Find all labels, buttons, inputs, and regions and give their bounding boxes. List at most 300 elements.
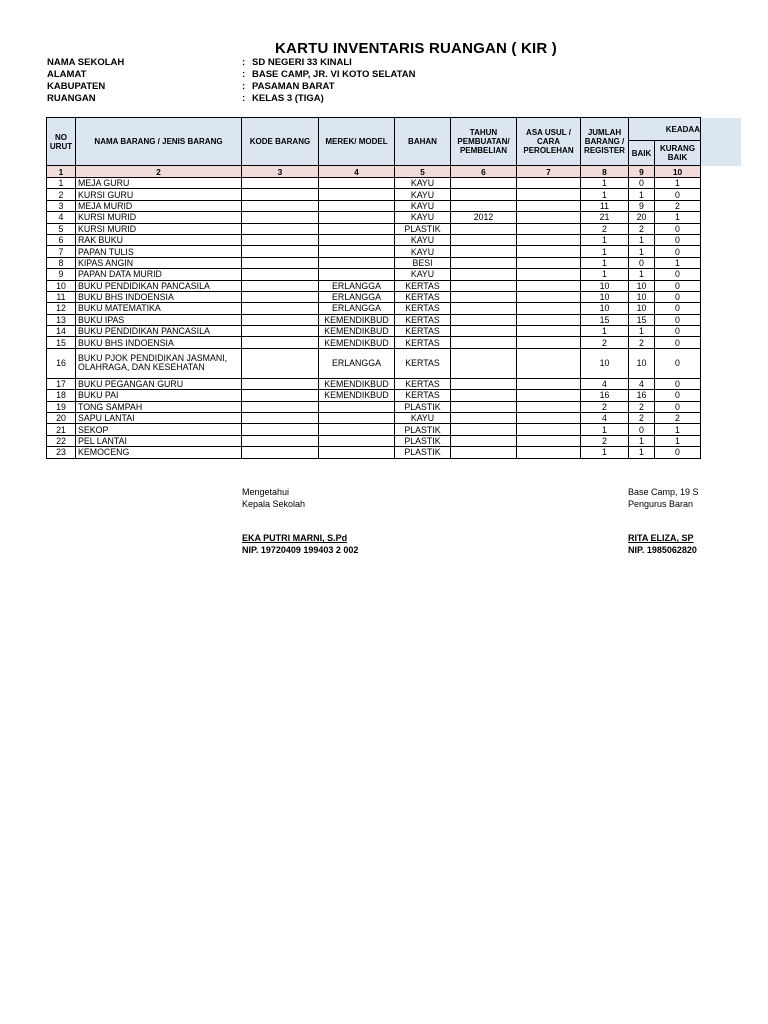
cell-nama-barang: MEJA GURU — [76, 178, 242, 189]
cell-tahun — [451, 326, 517, 337]
cell-nama-barang: SAPU LANTAI — [76, 413, 242, 424]
cell-bahan: KAYU — [395, 413, 451, 424]
cell-nama-barang: PAPAN DATA MURID — [76, 269, 242, 280]
row-overflow-pad — [701, 212, 741, 223]
row-overflow-pad — [701, 378, 741, 389]
cell-nama-barang: KIPAS ANGIN — [76, 257, 242, 268]
cell-tahun: 2012 — [451, 212, 517, 223]
cell-kurang-baik: 0 — [655, 401, 701, 412]
cell-asal-usul — [517, 257, 581, 268]
cell-tahun — [451, 223, 517, 234]
cell-asal-usul — [517, 401, 581, 412]
cell-no: 1 — [47, 178, 76, 189]
cell-kurang-baik: 0 — [655, 280, 701, 291]
table-row — [47, 390, 741, 401]
cell-nama-barang: BUKU BHS INDOENSIA — [76, 291, 242, 302]
cell-kurang-baik: 0 — [655, 246, 701, 257]
cell-asal-usul — [517, 269, 581, 280]
cell-nama-barang: BUKU BHS INDOENSIA — [76, 337, 242, 348]
table-row — [47, 257, 741, 268]
cell-jumlah: 10 — [581, 348, 629, 378]
table-row — [47, 314, 741, 325]
cell-baik: 2 — [629, 413, 655, 424]
table-row — [47, 234, 741, 245]
cell-jumlah: 15 — [581, 314, 629, 325]
header-kode-barang: KODE BARANG — [242, 118, 319, 166]
cell-tahun — [451, 257, 517, 268]
cell-merek — [319, 257, 395, 268]
cell-merek: ERLANGGA — [319, 303, 395, 314]
cell-baik: 1 — [629, 234, 655, 245]
info-colon: : — [242, 93, 246, 104]
cell-kode-barang — [242, 435, 319, 446]
table-row — [47, 178, 741, 189]
row-overflow-pad — [701, 401, 741, 412]
cell-kurang-baik: 0 — [655, 303, 701, 314]
column-number-overflow — [701, 166, 741, 178]
cell-merek — [319, 269, 395, 280]
cell-tahun — [451, 269, 517, 280]
cell-tahun — [451, 348, 517, 378]
cell-no: 16 — [47, 348, 76, 378]
cell-bahan: KERTAS — [395, 348, 451, 378]
cell-baik: 15 — [629, 314, 655, 325]
cell-tahun — [451, 314, 517, 325]
cell-asal-usul — [517, 348, 581, 378]
cell-baik: 1 — [629, 189, 655, 200]
table-row — [47, 223, 741, 234]
info-colon: : — [242, 81, 246, 92]
row-overflow-pad — [701, 189, 741, 200]
cell-jumlah: 1 — [581, 178, 629, 189]
cell-bahan: KERTAS — [395, 337, 451, 348]
cell-asal-usul — [517, 234, 581, 245]
cell-merek — [319, 246, 395, 257]
cell-bahan: PLASTIK — [395, 447, 451, 458]
cell-no: 10 — [47, 280, 76, 291]
table-row — [47, 189, 741, 200]
cell-merek: KEMENDIKBUD — [319, 326, 395, 337]
info-label: RUANGAN — [47, 93, 96, 104]
cell-baik: 0 — [629, 424, 655, 435]
cell-kurang-baik: 0 — [655, 447, 701, 458]
cell-kode-barang — [242, 314, 319, 325]
cell-kode-barang — [242, 234, 319, 245]
cell-bahan: PLASTIK — [395, 435, 451, 446]
cell-no: 22 — [47, 435, 76, 446]
cell-nama-barang: BUKU PEGANGAN GURU — [76, 378, 242, 389]
cell-baik: 16 — [629, 390, 655, 401]
cell-no: 20 — [47, 413, 76, 424]
cell-baik: 1 — [629, 326, 655, 337]
cell-tahun — [451, 401, 517, 412]
cell-kode-barang — [242, 178, 319, 189]
row-overflow-pad — [701, 303, 741, 314]
cell-asal-usul — [517, 390, 581, 401]
cell-no: 6 — [47, 234, 76, 245]
cell-merek — [319, 401, 395, 412]
cell-kurang-baik: 0 — [655, 223, 701, 234]
signature-right-line2: Pengurus Baran — [628, 499, 694, 509]
cell-merek: ERLANGGA — [319, 280, 395, 291]
cell-jumlah: 2 — [581, 223, 629, 234]
table-row — [47, 200, 741, 211]
cell-baik: 1 — [629, 447, 655, 458]
cell-kurang-baik: 0 — [655, 390, 701, 401]
cell-tahun — [451, 413, 517, 424]
cell-kode-barang — [242, 212, 319, 223]
cell-tahun — [451, 246, 517, 257]
column-number: 9 — [629, 166, 655, 178]
header-jumlah: JUMLAH BARANG / REGISTER — [581, 118, 629, 166]
cell-baik: 10 — [629, 348, 655, 378]
cell-bahan: KAYU — [395, 234, 451, 245]
signature-left-line2: Kepala Sekolah — [242, 499, 306, 509]
row-overflow-pad — [701, 413, 741, 424]
page-title: KARTU INVENTARIS RUANGAN ( KIR ) — [275, 40, 557, 57]
inventory-table — [46, 117, 741, 459]
cell-bahan: KERTAS — [395, 314, 451, 325]
info-label: NAMA SEKOLAH — [47, 57, 125, 68]
cell-nama-barang: SEKOP — [76, 424, 242, 435]
signature-left-nip: NIP. 19720409 199403 2 002 — [242, 545, 359, 555]
cell-bahan: KERTAS — [395, 326, 451, 337]
cell-nama-barang: PAPAN TULIS — [76, 246, 242, 257]
header-kurang-baik: KURANG BAIK — [655, 141, 701, 166]
cell-tahun — [451, 378, 517, 389]
row-overflow-pad — [701, 200, 741, 211]
cell-kode-barang — [242, 303, 319, 314]
header-merek-model: MEREK/ MODEL — [319, 118, 395, 166]
cell-bahan: BESI — [395, 257, 451, 268]
cell-bahan: KAYU — [395, 269, 451, 280]
column-number: 6 — [451, 166, 517, 178]
cell-kode-barang — [242, 447, 319, 458]
cell-asal-usul — [517, 435, 581, 446]
cell-jumlah: 1 — [581, 447, 629, 458]
row-overflow-pad — [701, 326, 741, 337]
cell-kurang-baik: 1 — [655, 424, 701, 435]
cell-asal-usul — [517, 303, 581, 314]
cell-nama-barang: BUKU IPAS — [76, 314, 242, 325]
cell-kurang-baik: 1 — [655, 212, 701, 223]
cell-no: 4 — [47, 212, 76, 223]
cell-asal-usul — [517, 337, 581, 348]
cell-merek — [319, 424, 395, 435]
table-row — [47, 291, 741, 302]
signature-left — [242, 487, 358, 555]
cell-jumlah: 1 — [581, 234, 629, 245]
cell-asal-usul — [517, 413, 581, 424]
cell-tahun — [451, 200, 517, 211]
cell-nama-barang: KURSI MURID — [76, 212, 242, 223]
info-value: KELAS 3 (TIGA) — [252, 93, 324, 104]
column-number: 4 — [319, 166, 395, 178]
cell-jumlah: 1 — [581, 424, 629, 435]
cell-asal-usul — [517, 223, 581, 234]
cell-tahun — [451, 337, 517, 348]
cell-merek — [319, 189, 395, 200]
cell-jumlah: 16 — [581, 390, 629, 401]
cell-no: 21 — [47, 424, 76, 435]
cell-bahan: KERTAS — [395, 291, 451, 302]
cell-kode-barang — [242, 424, 319, 435]
cell-no: 9 — [47, 269, 76, 280]
cell-merek: KEMENDIKBUD — [319, 337, 395, 348]
cell-kode-barang — [242, 326, 319, 337]
cell-kode-barang — [242, 401, 319, 412]
cell-kurang-baik: 0 — [655, 234, 701, 245]
cell-tahun — [451, 390, 517, 401]
cell-kurang-baik: 0 — [655, 348, 701, 378]
cell-nama-barang: RAK BUKU — [76, 234, 242, 245]
cell-asal-usul — [517, 314, 581, 325]
cell-kurang-baik: 0 — [655, 269, 701, 280]
cell-tahun — [451, 424, 517, 435]
row-overflow-pad — [701, 223, 741, 234]
cell-nama-barang: BUKU MATEMATIKA — [76, 303, 242, 314]
cell-jumlah: 10 — [581, 280, 629, 291]
cell-kode-barang — [242, 246, 319, 257]
cell-bahan: KAYU — [395, 212, 451, 223]
cell-baik: 2 — [629, 223, 655, 234]
cell-kurang-baik: 0 — [655, 326, 701, 337]
cell-no: 19 — [47, 401, 76, 412]
cell-bahan: KAYU — [395, 246, 451, 257]
cell-no: 5 — [47, 223, 76, 234]
cell-kode-barang — [242, 291, 319, 302]
info-label: KABUPATEN — [47, 81, 106, 92]
cell-kurang-baik: 0 — [655, 314, 701, 325]
cell-nama-barang: KURSI MURID — [76, 223, 242, 234]
row-overflow-pad — [701, 257, 741, 268]
cell-kurang-baik: 2 — [655, 200, 701, 211]
cell-jumlah: 1 — [581, 257, 629, 268]
row-overflow-pad — [701, 447, 741, 458]
table-row — [47, 401, 741, 412]
cell-asal-usul — [517, 212, 581, 223]
cell-no: 8 — [47, 257, 76, 268]
cell-kurang-baik: 0 — [655, 189, 701, 200]
cell-kurang-baik: 1 — [655, 178, 701, 189]
cell-asal-usul — [517, 447, 581, 458]
cell-baik: 2 — [629, 401, 655, 412]
cell-asal-usul — [517, 378, 581, 389]
header-bahan: BAHAN — [395, 118, 451, 166]
cell-jumlah: 4 — [581, 413, 629, 424]
info-colon: : — [242, 69, 246, 80]
cell-merek — [319, 200, 395, 211]
cell-jumlah: 2 — [581, 435, 629, 446]
cell-merek — [319, 223, 395, 234]
cell-no: 12 — [47, 303, 76, 314]
cell-asal-usul — [517, 189, 581, 200]
cell-nama-barang: BUKU PAI — [76, 390, 242, 401]
cell-tahun — [451, 189, 517, 200]
cell-no: 18 — [47, 390, 76, 401]
column-number: 10 — [655, 166, 701, 178]
cell-baik: 9 — [629, 200, 655, 211]
table-row — [47, 378, 741, 389]
cell-jumlah: 1 — [581, 189, 629, 200]
header-keadaan: KEADAA — [629, 118, 701, 141]
cell-nama-barang: PEL LANTAI — [76, 435, 242, 446]
column-number: 8 — [581, 166, 629, 178]
cell-nama-barang: BUKU PJOK PENDIDIKAN JASMANI, OLAHRAGA, DAN KESEHATAN — [76, 348, 242, 378]
table-row — [47, 435, 741, 446]
table-row — [47, 413, 741, 424]
cell-kode-barang — [242, 189, 319, 200]
column-number: 3 — [242, 166, 319, 178]
cell-baik: 4 — [629, 378, 655, 389]
cell-no: 23 — [47, 447, 76, 458]
cell-kode-barang — [242, 223, 319, 234]
cell-no: 14 — [47, 326, 76, 337]
cell-asal-usul — [517, 424, 581, 435]
table-row — [47, 348, 741, 378]
row-overflow-pad — [701, 435, 741, 446]
cell-tahun — [451, 178, 517, 189]
header-asal-usul: ASA USUL / CARA PEROLEHAN — [517, 118, 581, 166]
cell-kurang-baik: 1 — [655, 257, 701, 268]
cell-tahun — [451, 291, 517, 302]
cell-tahun — [451, 447, 517, 458]
cell-merek: KEMENDIKBUD — [319, 378, 395, 389]
table-row — [47, 212, 741, 223]
cell-baik: 0 — [629, 178, 655, 189]
row-overflow-pad — [701, 280, 741, 291]
cell-kode-barang — [242, 337, 319, 348]
row-overflow-pad — [701, 390, 741, 401]
cell-kurang-baik: 0 — [655, 378, 701, 389]
cell-merek — [319, 234, 395, 245]
header-baik: BAIK — [629, 141, 655, 166]
cell-no: 17 — [47, 378, 76, 389]
cell-merek — [319, 413, 395, 424]
signature-right-line1: Base Camp, 19 S — [628, 487, 699, 497]
cell-merek — [319, 447, 395, 458]
cell-kode-barang — [242, 269, 319, 280]
row-overflow-pad — [701, 178, 741, 189]
cell-bahan: PLASTIK — [395, 223, 451, 234]
cell-kode-barang — [242, 257, 319, 268]
info-label: ALAMAT — [47, 69, 87, 80]
row-overflow-pad — [701, 234, 741, 245]
signature-left-line1: Mengetahui — [242, 487, 290, 497]
row-overflow-pad — [701, 314, 741, 325]
cell-asal-usul — [517, 246, 581, 257]
cell-tahun — [451, 234, 517, 245]
column-number: 7 — [517, 166, 581, 178]
cell-baik: 10 — [629, 291, 655, 302]
row-overflow-pad — [701, 246, 741, 257]
cell-jumlah: 10 — [581, 291, 629, 302]
column-number: 2 — [76, 166, 242, 178]
cell-kode-barang — [242, 200, 319, 211]
cell-baik: 1 — [629, 246, 655, 257]
table-row — [47, 303, 741, 314]
cell-nama-barang: BUKU PENDIDIKAN PANCASILA — [76, 326, 242, 337]
cell-kurang-baik: 1 — [655, 435, 701, 446]
cell-baik: 1 — [629, 435, 655, 446]
cell-asal-usul — [517, 178, 581, 189]
inventory-table-container — [46, 117, 768, 477]
cell-no: 15 — [47, 337, 76, 348]
header-no-urut: NO URUT — [47, 118, 76, 166]
signature-right-nip: NIP. 1985062820 — [628, 545, 697, 555]
cell-tahun — [451, 435, 517, 446]
row-overflow-pad — [701, 337, 741, 348]
inventory-rows — [47, 178, 741, 459]
cell-merek: KEMENDIKBUD — [319, 390, 395, 401]
cell-jumlah: 21 — [581, 212, 629, 223]
cell-kode-barang — [242, 348, 319, 378]
table-row — [47, 447, 741, 458]
cell-bahan: KERTAS — [395, 303, 451, 314]
cell-jumlah: 4 — [581, 378, 629, 389]
table-row — [47, 326, 741, 337]
cell-kurang-baik: 0 — [655, 291, 701, 302]
cell-kurang-baik: 0 — [655, 337, 701, 348]
cell-kode-barang — [242, 413, 319, 424]
header-overflow-fill — [701, 118, 741, 166]
cell-nama-barang: KEMOCENG — [76, 447, 242, 458]
cell-no: 11 — [47, 291, 76, 302]
column-number: 1 — [47, 166, 76, 178]
cell-no: 7 — [47, 246, 76, 257]
cell-jumlah: 11 — [581, 200, 629, 211]
cell-jumlah: 1 — [581, 269, 629, 280]
table-row — [47, 246, 741, 257]
cell-no: 2 — [47, 189, 76, 200]
header-tahun: TAHUN PEMBUATAN/ PEMBELIAN — [451, 118, 517, 166]
cell-jumlah: 1 — [581, 246, 629, 257]
cell-kurang-baik: 2 — [655, 413, 701, 424]
cell-asal-usul — [517, 280, 581, 291]
cell-no: 3 — [47, 200, 76, 211]
cell-kode-barang — [242, 378, 319, 389]
row-overflow-pad — [701, 348, 741, 378]
cell-baik: 0 — [629, 257, 655, 268]
cell-bahan: PLASTIK — [395, 401, 451, 412]
cell-merek — [319, 435, 395, 446]
signature-left-name: EKA PUTRI MARNI, S.Pd — [242, 533, 348, 543]
cell-no: 13 — [47, 314, 76, 325]
cell-jumlah: 2 — [581, 401, 629, 412]
cell-asal-usul — [517, 291, 581, 302]
cell-baik: 10 — [629, 303, 655, 314]
info-value: PASAMAN BARAT — [252, 81, 335, 92]
cell-merek: ERLANGGA — [319, 291, 395, 302]
cell-merek: KEMENDIKBUD — [319, 314, 395, 325]
cell-baik: 1 — [629, 269, 655, 280]
column-number: 5 — [395, 166, 451, 178]
cell-jumlah: 10 — [581, 303, 629, 314]
signature-right-name: RITA ELIZA, SP — [628, 533, 694, 543]
table-row — [47, 280, 741, 291]
row-overflow-pad — [701, 424, 741, 435]
table-row — [47, 424, 741, 435]
cell-bahan: KAYU — [395, 178, 451, 189]
cell-baik: 10 — [629, 280, 655, 291]
cell-tahun — [451, 280, 517, 291]
cell-asal-usul — [517, 200, 581, 211]
info-colon: : — [242, 57, 246, 68]
cell-nama-barang: KURSI GURU — [76, 189, 242, 200]
header-nama-barang: NAMA BARANG / JENIS BARANG — [76, 118, 242, 166]
cell-nama-barang: BUKU PENDIDIKAN PANCASILA — [76, 280, 242, 291]
cell-bahan: PLASTIK — [395, 424, 451, 435]
